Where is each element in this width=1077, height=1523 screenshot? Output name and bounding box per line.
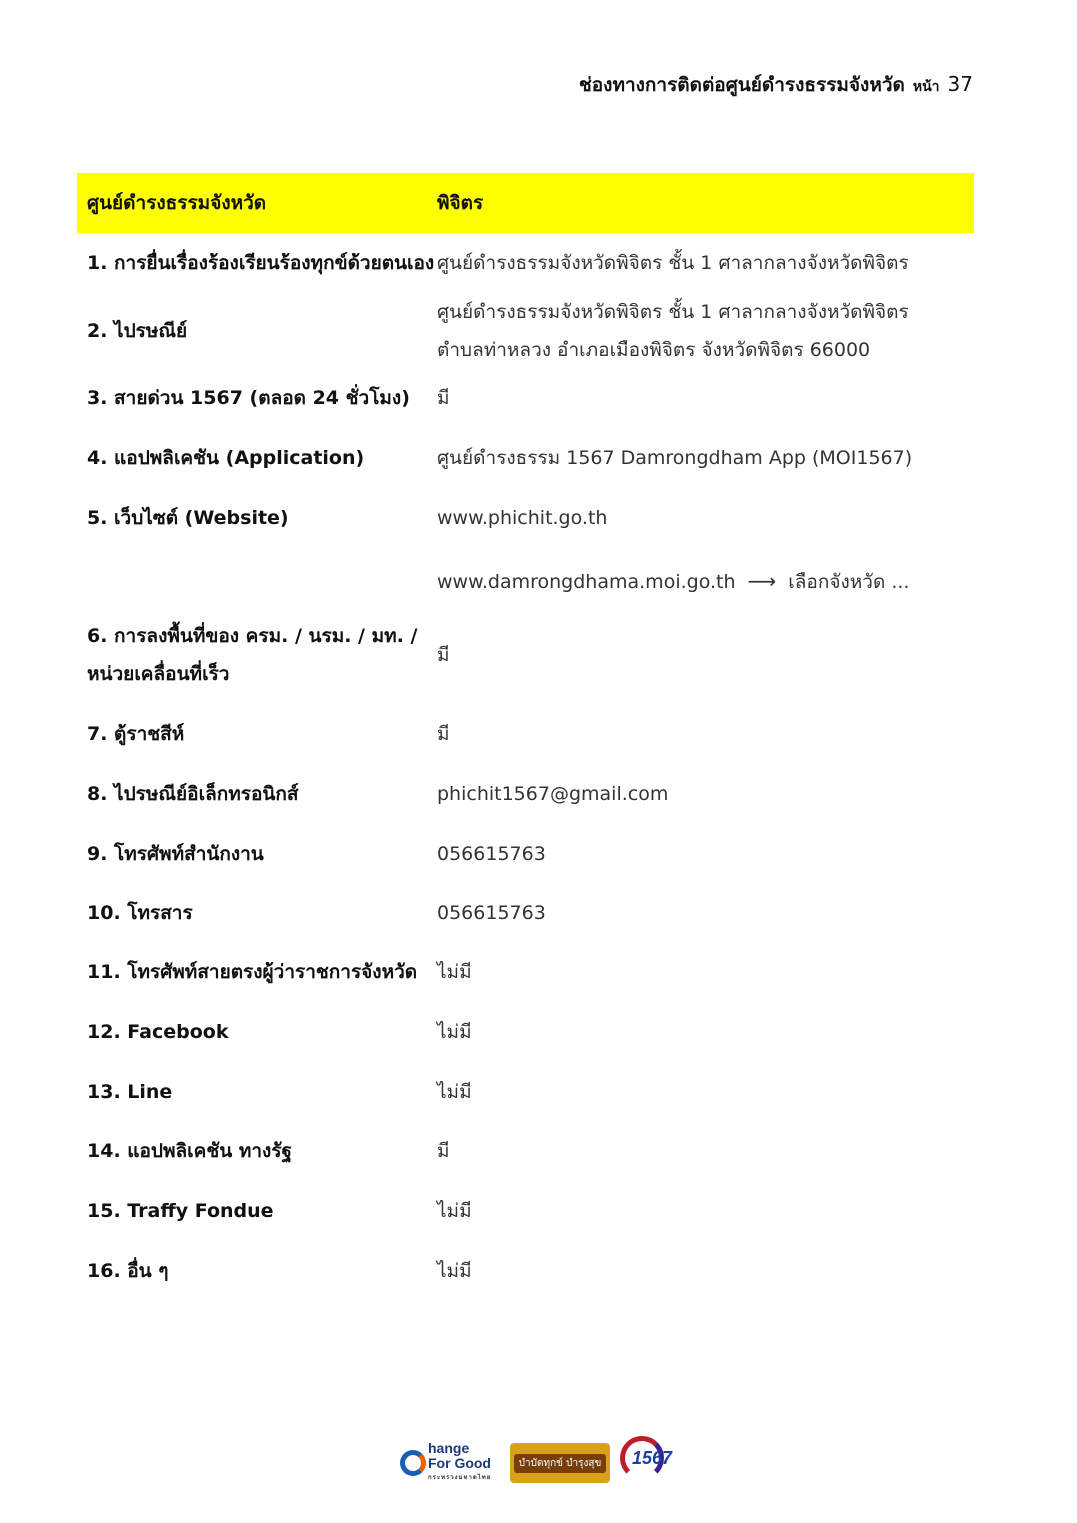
row-value: มี <box>437 644 450 666</box>
row-value: มี <box>437 387 450 409</box>
table-row <box>77 775 974 813</box>
row-label: 4. แอปพลิเคชัน (Application) <box>87 447 365 469</box>
header-right: พิจิตร <box>437 192 484 214</box>
row-label-line2: หน่วยเคลื่อนที่เร็ว <box>87 663 230 685</box>
footer-logos <box>400 1428 730 1498</box>
row-label: 8. ไปรษณีย์อิเล็กทรอนิกส์ <box>87 783 299 805</box>
row-value <box>437 293 974 369</box>
row-value <box>437 562 974 601</box>
row-label: 16. อื่น ๆ <box>87 1260 169 1282</box>
row-label <box>77 617 437 693</box>
row-value: ไม่มี <box>437 961 472 983</box>
select-province-text: เลือกจังหวัด ... <box>788 571 910 593</box>
row-label <box>77 562 437 601</box>
table-row <box>77 953 974 991</box>
row-value: ไม่มี <box>437 1081 472 1103</box>
c-ring-icon <box>400 1450 426 1476</box>
website-link[interactable]: www.phichit.go.th <box>437 507 608 529</box>
motto-text: บำบัดทุกข์ บำรุงสุข <box>514 1454 607 1473</box>
logo-subtext: กระทรวงมหาดไทย <box>428 1474 492 1481</box>
row-value: ไม่มี <box>437 1200 472 1222</box>
table-header <box>77 173 974 233</box>
row-value: 056615763 <box>437 902 546 924</box>
header-left: ศูนย์ดำรงธรรมจังหวัด <box>87 192 267 214</box>
table-row <box>77 1132 974 1170</box>
page-number: 37 <box>947 72 973 96</box>
row-label: 15. Traffy Fondue <box>87 1200 274 1222</box>
table-row <box>77 562 974 601</box>
email-link[interactable]: phichit1567@gmail.com <box>437 783 669 805</box>
row-label: 10. โทรสาร <box>87 902 193 924</box>
change-for-good-logo <box>400 1438 500 1488</box>
row-value-line2: ตำบลท่าหลวง อำเภอเมืองพิจิตร จังหวัดพิจิตร 66000 <box>437 339 871 361</box>
logo-text-line2: For Good <box>428 1454 491 1471</box>
row-value: ศูนย์ดำรงธรรม 1567 Damrongdham App (MOI1567) <box>437 447 913 469</box>
table-row <box>77 244 974 282</box>
row-value: มี <box>437 1140 450 1162</box>
table-row <box>77 715 974 753</box>
table-row <box>77 499 974 537</box>
row-label: 11. โทรศัพท์สายตรงผู้ว่าราชการจังหวัด <box>87 961 418 983</box>
row-value: มี <box>437 723 450 745</box>
row-value: ไม่มี <box>437 1021 472 1043</box>
logo-text-line1: hange <box>428 1439 470 1456</box>
damrongdham-1567-logo <box>620 1436 690 1491</box>
row-label: 14. แอปพลิเคชัน ทางรัฐ <box>87 1140 293 1162</box>
row-label: 9. โทรศัพท์สำนักงาน <box>87 843 264 865</box>
table-row <box>77 439 974 477</box>
row-value: ไม่มี <box>437 1260 472 1282</box>
table-row <box>77 835 974 873</box>
row-value: 056615763 <box>437 843 546 865</box>
row-label: 1. การยื่นเรื่องร้องเรียนร้องทุกข์ด้วยตนเอง <box>87 252 435 274</box>
table-row <box>77 293 974 369</box>
row-label: 2. ไปรษณีย์ <box>87 320 188 342</box>
damrongdhama-link[interactable]: www.damrongdhama.moi.go.th <box>437 571 736 593</box>
row-label: 3. สายด่วน 1567 (ตลอด 24 ชั่วโมง) <box>87 387 410 409</box>
table-row <box>77 1073 974 1111</box>
arrow-right-icon: ⟶ <box>747 569 777 593</box>
logo-number: 1567 <box>632 1447 673 1468</box>
table-row <box>77 1192 974 1230</box>
table-row <box>77 894 974 932</box>
row-value-line1: ศูนย์ดำรงธรรมจังหวัดพิจิตร ชั้น 1 ศาลากลางจังหวัดพิจิตร <box>437 301 909 323</box>
row-label-line1: 6. การลงพื้นที่ของ ครม. / นรม. / มท. / <box>87 625 418 647</box>
row-value: ศูนย์ดำรงธรรมจังหวัดพิจิตร ชั้น 1 ศาลากลางจังหวัดพิจิตร <box>437 252 909 274</box>
ministry-motto-logo <box>510 1443 610 1483</box>
table-row <box>77 617 974 693</box>
table-row <box>77 1252 974 1290</box>
page-label: หน้า <box>912 79 940 95</box>
table-row <box>77 379 974 417</box>
row-label: 13. Line <box>87 1081 173 1103</box>
page-header <box>579 70 973 100</box>
row-label: 7. ตู้ราชสีห์ <box>87 723 185 745</box>
page-title: ช่องทางการติดต่อศูนย์ดำรงธรรมจังหวัด <box>578 74 905 96</box>
row-label: 5. เว็บไซต์ (Website) <box>87 507 289 529</box>
row-label: 12. Facebook <box>87 1021 229 1043</box>
table-row <box>77 1013 974 1051</box>
contact-table <box>77 173 974 1282</box>
